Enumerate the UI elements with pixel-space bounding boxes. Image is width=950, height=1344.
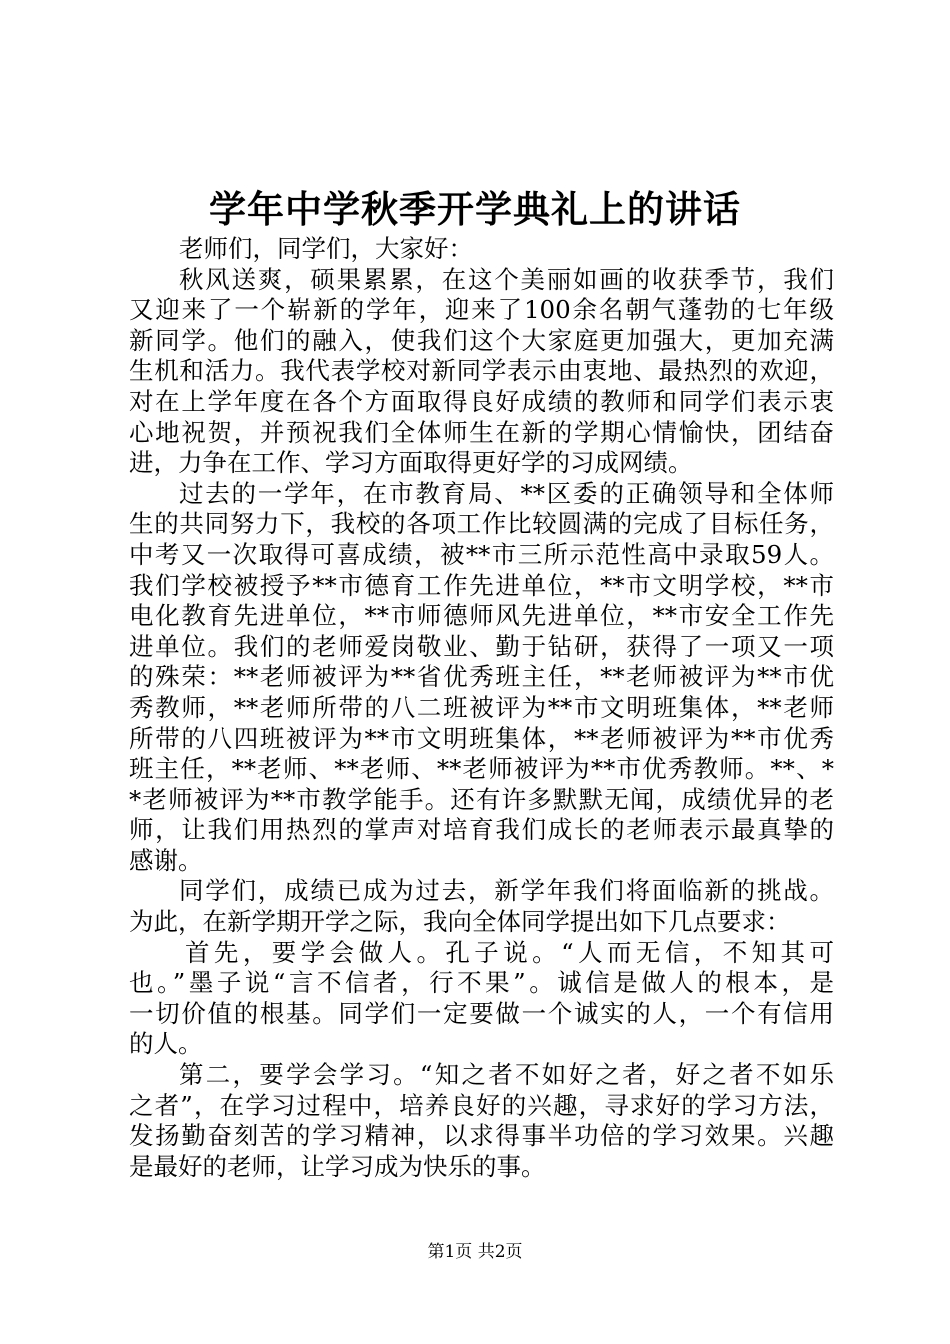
body-line: *老师被评为**市教学能手。还有许多默默无闻，成绩优异的老 — [129, 784, 834, 814]
body-line: 感谢。 — [129, 845, 203, 875]
body-line: 也。”墨子说“言不信者，行不果”。诚信是做人的根本，是 — [129, 968, 834, 998]
body-line: 班主任，**老师、**老师、**老师被评为**市优秀教师。**、* — [129, 754, 834, 784]
page-number-footer: 第1页 共2页 — [427, 1242, 523, 1262]
body-line: 师，让我们用热烈的掌声对培育我们成长的老师表示最真挚的 — [129, 815, 834, 845]
body-line: 第二，要学会学习。“知之者不如好之者，好之者不如乐 — [179, 1060, 834, 1090]
body-line: 秀教师，**老师所带的八二班被评为**市文明班集体，**老师 — [129, 692, 834, 722]
body-line: 为此，在新学期开学之际，我向全体同学提出如下几点要求： — [129, 907, 791, 937]
body-line: 一切价值的根基。同学们一定要做一个诚实的人，一个有信用 — [129, 998, 834, 1028]
body-line: 对在上学年度在各个方面取得良好成绩的教师和同学们表示衷 — [129, 386, 834, 416]
body-line: 生机和活力。我代表学校对新同学表示由衷地、最热烈的欢迎， — [129, 356, 834, 386]
document-body — [129, 234, 834, 1182]
body-line: 过去的一学年，在市教育局、**区委的正确领导和全体师 — [179, 478, 834, 508]
body-line: 我们学校被授予**市德育工作先进单位，**市文明学校，**市 — [129, 570, 834, 600]
document-title: 学年中学秋季开学典礼上的讲话 — [209, 187, 741, 231]
body-line: 生的共同努力下，我校的各项工作比较圆满的完成了目标任务， — [129, 509, 834, 539]
body-line: 是最好的老师，让学习成为快乐的事。 — [129, 1151, 546, 1181]
body-line: 又迎来了一个崭新的学年，迎来了100余名朝气蓬勃的七年级 — [129, 295, 834, 325]
body-line: 新同学。他们的融入，使我们这个大家庭更加强大，更加充满 — [129, 325, 834, 355]
body-line: 所带的八四班被评为**市文明班集体，**老师被评为**市优秀 — [129, 723, 834, 753]
body-line: 的人。 — [129, 1029, 203, 1059]
body-line: 进，力争在工作、学习方面取得更好学的习成网绩。 — [129, 448, 693, 478]
body-line: 之者”，在学习过程中，培养良好的兴趣，寻求好的学习方法， — [129, 1090, 834, 1120]
body-line: 老师们，同学们，大家好： — [179, 234, 473, 263]
body-line: 电化教育先进单位，**市师德师风先进单位，**市安全工作先 — [129, 601, 834, 631]
body-line: 发扬勤奋刻苦的学习精神，以求得事半功倍的学习效果。兴趣 — [129, 1121, 834, 1151]
body-line: 中考又一次取得可喜成绩，被**市三所示范性高中录取59人。 — [129, 539, 834, 569]
body-line: 的殊荣：**老师被评为**省优秀班主任，**老师被评为**市优 — [129, 662, 834, 692]
body-line: 秋风送爽，硕果累累，在这个美丽如画的收获季节，我们 — [179, 264, 834, 294]
body-line: 同学们，成绩已成为过去，新学年我们将面临新的挑战。 — [179, 876, 834, 906]
body-line: 心地祝贺，并预祝我们全体师生在新的学期心情愉快，团结奋 — [129, 417, 834, 447]
body-line: 首先，要学会做人。孔子说。“人而无信，不知其可 — [185, 937, 834, 967]
body-line: 进单位。我们的老师爱岗敬业、勤于钻研，获得了一项又一项 — [129, 631, 834, 661]
